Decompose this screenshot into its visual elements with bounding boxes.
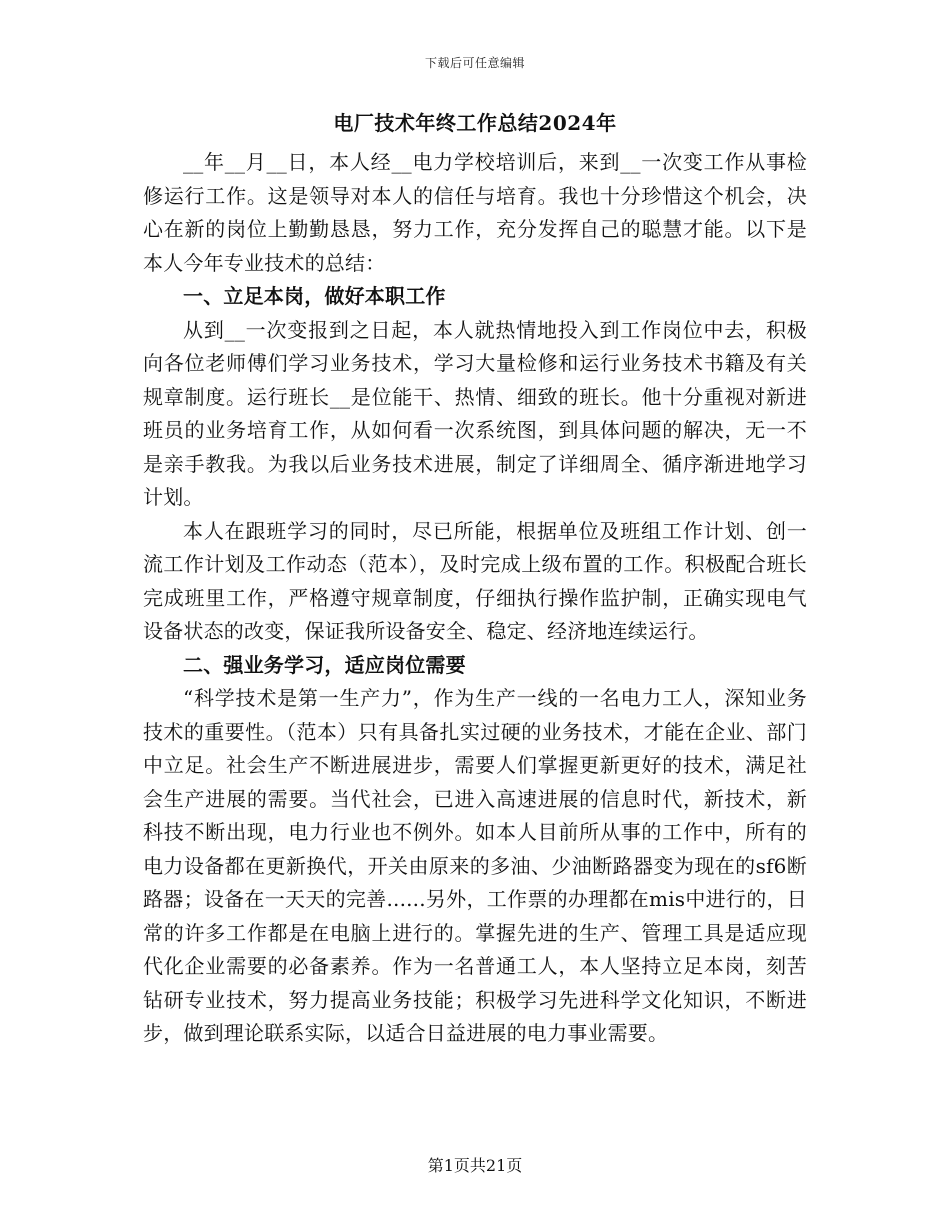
document-title: 电厂技术年终工作总结2024年 bbox=[333, 111, 617, 135]
section-1-paragraph-1: 从到__一次变报到之日起，本人就热情地投入到工作岗位中去，积极向各位老师傅们学习业务技术，学习大量检修和运行业务技术书籍及有关规章制度。运行班长__是位能干、热情、细致的班长。他十分重视对新进班员的业务培育工作，从如何看一次系统图，到具体问题的解决，无一不是亲手教我。为我以后业务技术进展，制定了详细周全、循序渐进地学习计划。 bbox=[143, 317, 807, 509]
section-1-paragraph-2: 本人在跟班学习的同时，尽已所能，根据单位及班组工作计划、创一流工作计划及工作动态（范本），及时完成上级布置的工作。积极配合班长完成班里工作，严格遵守规章制度，仔细执行操作监护制，正确实现电气设备状态的改变，保证我所设备安全、稳定、经济地连续运行。 bbox=[143, 518, 807, 643]
page-number: 第1页共21页 bbox=[427, 1156, 523, 1175]
download-note: 下载后可任意编辑 bbox=[424, 56, 525, 70]
document-body bbox=[143, 104, 807, 1051]
section-heading-1: 一、立足本岗，做好本职工作 bbox=[183, 284, 446, 308]
section-heading-2: 二、强业务学习，适应岗位需要 bbox=[183, 652, 466, 677]
intro-paragraph: __年__月__日，本人经__电力学校培训后，来到__一次变工作从事检修运行工作。这是领导对本人的信任与培育。我也十分珍惜这个机会，决心在新的岗位上勤勤恳恳，努力工作，充分发挥自己的聪慧才能。以下是本人今年专业技术的总结： bbox=[143, 150, 807, 275]
section-2-paragraph-1: “科学技术是第一生产力”，作为生产一线的一名电力工人，深知业务技术的重要性。（范本）只有具备扎实过硬的业务技术，才能在企业、部门中立足。社会生产不断进展进步，需要人们掌握更新更好的技术，满足社会生产进展的需要。当代社会，已进入高速进展的信息时代，新技术，新科技不断出现，电力行业也不例外。如本人目前所从事的工作中，所有的电力设备都在更新换代，开关由原来的多油、少油断路器变为现在的sf6断路器；设备在一天天的完善......另外，工作票的办理都在mis中进行的，日常的许多工作都是在电脑上进行的。掌握先进的生产、管理工具是适应现代化企业需要的必备素养。作为一名普通工人，本人坚持立足本岗，刻苦钻研专业技术，努力提高业务技能；积极学习先进科学文化知识，不断进步，做到理论联系实际，以适合日益进展的电力事业需要。 bbox=[143, 686, 807, 1045]
